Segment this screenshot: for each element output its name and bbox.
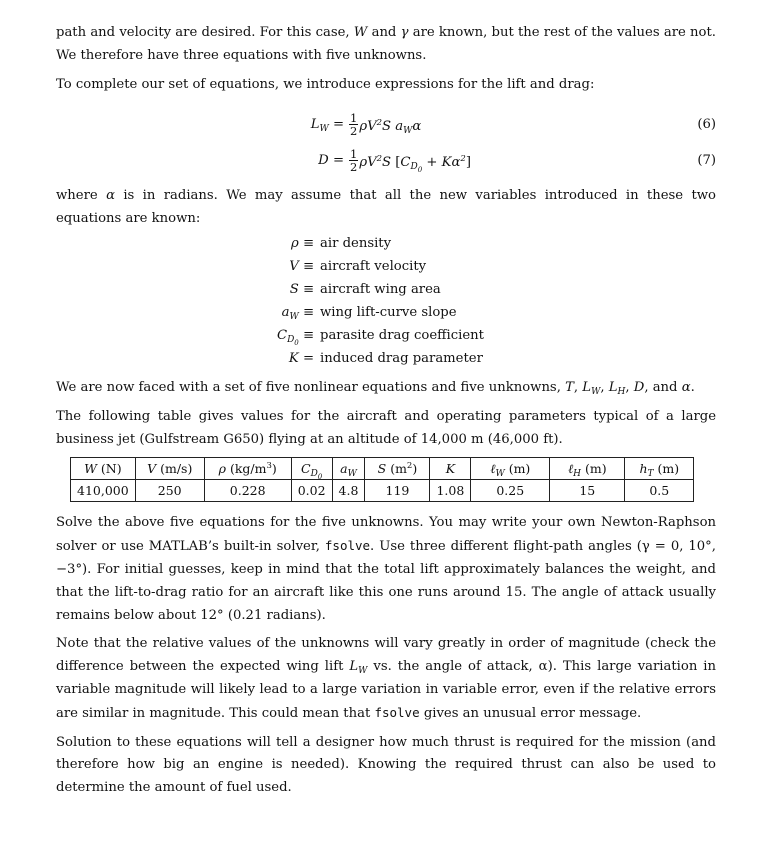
equation-number: (7) [697, 153, 716, 169]
table-cell: 250 [135, 480, 204, 502]
math-symbol: γ [400, 25, 409, 40]
text-run: where [56, 188, 98, 204]
text-run: gives an unusual error message. [423, 705, 642, 721]
paragraph-lift-drag-intro: To complete our set of equations, we introduce expressions for the lift and drag: [56, 76, 595, 92]
parameter-table [70, 457, 694, 502]
table-header-cell: S $(m^2)$ [365, 458, 430, 480]
math-symbol: W [353, 25, 368, 40]
variable-description: wing lift-curve slope [320, 304, 457, 320]
equation-lift [56, 106, 716, 142]
table-header-cell: V (m/s) [135, 458, 204, 480]
variable-description: aircraft velocity [320, 258, 427, 274]
equation-block [56, 102, 716, 182]
variable-symbol: K = [288, 350, 314, 366]
table-cell: 4.8 [332, 480, 365, 502]
text-run: path and velocity are desired. For this case, [56, 25, 350, 40]
code-fsolve: fsolve [374, 704, 420, 720]
text-run: Solve the above five equations for the five unknowns. You may write your own Newton-Raphson solver or use MATLAB’s built-in solver, [56, 515, 716, 555]
variable-description: parasite drag coefficient [320, 327, 484, 343]
table-header-cell: ℓ$_W$ (m) [471, 458, 550, 480]
table-cell: 0.02 [291, 480, 332, 502]
paragraph-unknowns [56, 377, 716, 400]
table-row [71, 480, 694, 502]
document-page [56, 22, 716, 800]
table-header-cell: $a_W$ [332, 458, 365, 480]
table-cell: 15 [550, 480, 625, 502]
equation-drag [56, 142, 716, 178]
variable-row [56, 302, 716, 325]
variable-symbol: ρ ≡ [290, 235, 314, 251]
table-header-cell: K [430, 458, 471, 480]
fraction: $\frac{1}{2}$ [350, 111, 358, 139]
paragraph-radians [56, 185, 716, 231]
variable-definitions [56, 233, 716, 371]
table-header-cell: ℓ$_H$ (m) [550, 458, 625, 480]
text-run: are known, but the rest of the values are not. We therefore have three equations with five unknowns. [56, 25, 716, 63]
variable-row [56, 233, 716, 256]
math-symbol: $L_W$ [349, 659, 368, 677]
table-cell: 0.25 [471, 480, 550, 502]
paragraph-solve [56, 512, 716, 627]
variable-symbol: $C_{D_0}$ ≡ [276, 327, 314, 347]
variable-description: aircraft wing area [320, 281, 441, 297]
unknowns-list: T, $L_W$, $L_H$, D, and α. [565, 379, 695, 397]
equation-number: (6) [697, 117, 716, 133]
paragraph-magnitude-note [56, 633, 716, 725]
fraction: $\frac{1}{2}$ [350, 147, 358, 175]
parameter-table-wrapper [70, 457, 716, 502]
table-cell: 0.5 [625, 480, 694, 502]
variable-row [56, 256, 716, 279]
text-run: Note that the relative values of the unknowns will vary greatly in order of magnitude (check the difference between the expected wing lift [56, 636, 716, 675]
table-cell: 0.228 [204, 480, 291, 502]
equation-rhs: $\frac{1}{2}$ $\rho V^2S$ $a_W\alpha$ [350, 111, 422, 139]
table-cell: 410,000 [71, 480, 136, 502]
table-cell: 119 [365, 480, 430, 502]
table-header-cell: $C_{D_0}$ [291, 458, 332, 480]
table-header-cell: $h_T$ (m) [625, 458, 694, 480]
paragraph-intro [56, 22, 716, 68]
variable-row [56, 279, 716, 302]
variable-symbol: V ≡ [289, 258, 314, 274]
variable-description: air density [320, 235, 392, 251]
equation-lhs: $L_W$ = [310, 117, 344, 135]
table-header-cell: ρ $(kg/m^3)$ [204, 458, 291, 480]
variable-symbol: S ≡ [289, 281, 314, 297]
variable-row [56, 325, 716, 348]
text-run: vs. the angle of attack, α). This large variation in variable magnitude will likely lead to a large variation in variable error, even if the relative errors are similar in magnitude. This could mean that [56, 659, 717, 721]
variable-description: induced drag parameter [320, 350, 483, 366]
code-fsolve: fsolve [324, 538, 371, 554]
text-run: and [371, 25, 397, 40]
equation-rhs: $\frac{1}{2}$ $\rho V^2S$ $[C_{D_0} + K\alpha^2]$ [350, 147, 471, 175]
table-header-row [71, 458, 694, 480]
math-symbol: α [106, 188, 115, 204]
equation-lhs: D = [318, 153, 344, 169]
text-run: We are now faced with a set of five nonlinear equations and five unknowns, [56, 379, 561, 395]
variable-symbol: $a_W$ ≡ [281, 304, 314, 322]
text-run: . Use three different flight-path angles (γ = 0, 10°, −3°). For initial guesses, keep in mind that the total lift approximately balances the weight, and that the lift-to-drag ratio for an aircraft like this one runs around 15. The angle of attack usually remains below about 12° (0.21 radians). [56, 539, 716, 623]
paragraph-conclusion: Solution to these equations will tell a designer how much thrust is required for the mission (and therefore how big an engine is needed). Knowing the required thrust can also be used to determine the amount of fuel used. [56, 734, 716, 796]
text-run: is in radians. We may assume that all the new variables introduced in these two equations are known: [56, 188, 716, 227]
table-header-cell: W (N) [71, 458, 136, 480]
table-cell: 1.08 [430, 480, 471, 502]
variable-row [56, 348, 716, 371]
paragraph-table-intro: The following table gives values for the aircraft and operating parameters typical of a large business jet (Gulfstream G650) flying at an altitude of 14,000 m (46,000 ft). [56, 408, 716, 447]
